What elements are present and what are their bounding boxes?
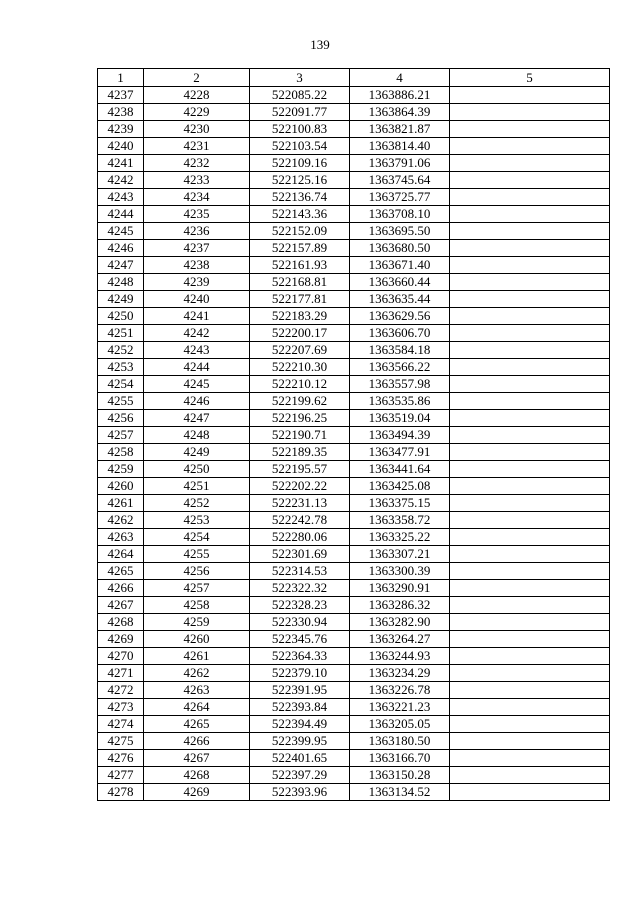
table-cell: 4251 (144, 478, 250, 495)
table-cell (450, 257, 610, 274)
table-cell (450, 665, 610, 682)
table-cell: 4253 (144, 512, 250, 529)
table-row (98, 87, 610, 104)
table-cell (450, 393, 610, 410)
table-cell: 4255 (98, 393, 144, 410)
table-cell: 1363660.44 (350, 274, 450, 291)
table-cell: 4228 (144, 87, 250, 104)
table-cell: 4243 (144, 342, 250, 359)
table-cell: 4237 (144, 240, 250, 257)
column-header: 4 (350, 69, 450, 87)
table-cell: 522379.10 (250, 665, 350, 682)
table-cell: 1363234.29 (350, 665, 450, 682)
table-cell: 4248 (98, 274, 144, 291)
table-row (98, 784, 610, 801)
table-cell (450, 699, 610, 716)
table-cell: 4278 (98, 784, 144, 801)
table-row (98, 291, 610, 308)
table-cell: 522328.23 (250, 597, 350, 614)
table-cell (450, 427, 610, 444)
table-cell: 522393.84 (250, 699, 350, 716)
table-cell: 1363864.39 (350, 104, 450, 121)
table-row (98, 155, 610, 172)
table-cell: 1363629.56 (350, 308, 450, 325)
table-cell (450, 529, 610, 546)
table-cell: 4254 (98, 376, 144, 393)
table-cell: 4246 (144, 393, 250, 410)
table-cell: 4256 (98, 410, 144, 427)
table-cell: 522280.06 (250, 529, 350, 546)
table-cell: 1363134.52 (350, 784, 450, 801)
table-cell: 522301.69 (250, 546, 350, 563)
table-row (98, 546, 610, 563)
table-cell: 4253 (98, 359, 144, 376)
table-cell: 4262 (144, 665, 250, 682)
table-cell: 4241 (144, 308, 250, 325)
table-cell: 1363821.87 (350, 121, 450, 138)
table-cell: 4260 (144, 631, 250, 648)
table-cell: 4240 (144, 291, 250, 308)
table-cell: 4230 (144, 121, 250, 138)
table-cell: 4276 (98, 750, 144, 767)
table-cell: 4242 (144, 325, 250, 342)
table-cell: 4237 (98, 87, 144, 104)
table-row (98, 699, 610, 716)
table-cell: 4270 (98, 648, 144, 665)
table-cell (450, 733, 610, 750)
table-row (98, 597, 610, 614)
table-cell: 4267 (144, 750, 250, 767)
table-row (98, 121, 610, 138)
table-cell (450, 104, 610, 121)
table-row (98, 240, 610, 257)
table-row (98, 563, 610, 580)
table-cell (450, 376, 610, 393)
table-row (98, 410, 610, 427)
table-row (98, 274, 610, 291)
table-cell: 1363282.90 (350, 614, 450, 631)
table-cell: 522394.49 (250, 716, 350, 733)
table-cell: 1363300.39 (350, 563, 450, 580)
table-cell: 1363226.78 (350, 682, 450, 699)
table-row (98, 172, 610, 189)
table-row (98, 342, 610, 359)
table-cell (450, 580, 610, 597)
table-cell: 4235 (144, 206, 250, 223)
column-header: 3 (250, 69, 350, 87)
table-cell: 4260 (98, 478, 144, 495)
table-cell: 1363886.21 (350, 87, 450, 104)
table-cell (450, 767, 610, 784)
table-row (98, 495, 610, 512)
table-cell: 522152.09 (250, 223, 350, 240)
table-cell: 4269 (98, 631, 144, 648)
table-row (98, 223, 610, 240)
table-cell: 4247 (144, 410, 250, 427)
table-cell: 4254 (144, 529, 250, 546)
table-cell: 4234 (144, 189, 250, 206)
table-cell: 1363791.06 (350, 155, 450, 172)
table-cell: 1363264.27 (350, 631, 450, 648)
table-row (98, 733, 610, 750)
table-cell (450, 359, 610, 376)
table-cell (450, 716, 610, 733)
table-cell: 522210.30 (250, 359, 350, 376)
table-cell: 4256 (144, 563, 250, 580)
table-cell (450, 750, 610, 767)
table-cell: 4249 (98, 291, 144, 308)
table-cell: 4264 (144, 699, 250, 716)
table-cell: 4238 (144, 257, 250, 274)
table-cell: 4232 (144, 155, 250, 172)
table-cell: 522330.94 (250, 614, 350, 631)
table-cell: 4250 (98, 308, 144, 325)
table-cell: 1363535.86 (350, 393, 450, 410)
table-cell: 4257 (144, 580, 250, 597)
table-cell: 4245 (144, 376, 250, 393)
table-cell: 4239 (144, 274, 250, 291)
table-cell: 1363180.50 (350, 733, 450, 750)
table-cell: 522157.89 (250, 240, 350, 257)
coordinates-table (97, 68, 610, 801)
table-cell: 4241 (98, 155, 144, 172)
table-cell: 522397.29 (250, 767, 350, 784)
table-cell (450, 546, 610, 563)
table-cell: 4236 (144, 223, 250, 240)
page-number: 139 (310, 37, 330, 52)
table-cell: 4249 (144, 444, 250, 461)
table-cell: 1363695.50 (350, 223, 450, 240)
table-cell: 522207.69 (250, 342, 350, 359)
table-cell: 4233 (144, 172, 250, 189)
table-cell: 1363671.40 (350, 257, 450, 274)
table-cell: 4266 (144, 733, 250, 750)
table-cell (450, 444, 610, 461)
table-row (98, 461, 610, 478)
table-cell (450, 325, 610, 342)
table-cell: 522399.95 (250, 733, 350, 750)
table-cell: 1363477.91 (350, 444, 450, 461)
table-cell: 4248 (144, 427, 250, 444)
table-cell: 1363680.50 (350, 240, 450, 257)
table-cell: 4257 (98, 427, 144, 444)
table-cell: 4246 (98, 240, 144, 257)
table-cell: 4244 (98, 206, 144, 223)
table-cell: 522103.54 (250, 138, 350, 155)
table-cell: 4268 (144, 767, 250, 784)
table-cell (450, 563, 610, 580)
table-cell: 522189.35 (250, 444, 350, 461)
table-cell: 4272 (98, 682, 144, 699)
table-row (98, 427, 610, 444)
table-cell (450, 614, 610, 631)
table-cell: 4261 (98, 495, 144, 512)
table-row (98, 648, 610, 665)
column-header: 5 (450, 69, 610, 87)
table-cell: 522401.65 (250, 750, 350, 767)
table-row (98, 529, 610, 546)
table-cell: 1363745.64 (350, 172, 450, 189)
table-body (98, 87, 610, 801)
table-cell: 1363166.70 (350, 750, 450, 767)
table-row (98, 359, 610, 376)
table-cell: 4262 (98, 512, 144, 529)
table-cell (450, 121, 610, 138)
table-row (98, 444, 610, 461)
table-row (98, 665, 610, 682)
table-cell: 4231 (144, 138, 250, 155)
table-cell: 522231.13 (250, 495, 350, 512)
table-cell: 4259 (98, 461, 144, 478)
table-cell (450, 138, 610, 155)
table-cell: 522200.17 (250, 325, 350, 342)
table-cell: 4245 (98, 223, 144, 240)
table-row (98, 189, 610, 206)
table-row (98, 257, 610, 274)
table-cell: 1363325.22 (350, 529, 450, 546)
table-cell: 4277 (98, 767, 144, 784)
table-cell: 4264 (98, 546, 144, 563)
table-cell: 1363221.23 (350, 699, 450, 716)
table-cell (450, 223, 610, 240)
table-cell: 4255 (144, 546, 250, 563)
table-cell: 4269 (144, 784, 250, 801)
table-header-row (98, 69, 610, 87)
table-cell: 4247 (98, 257, 144, 274)
column-header: 1 (98, 69, 144, 87)
table-row (98, 308, 610, 325)
table-cell: 522364.33 (250, 648, 350, 665)
table-cell: 4242 (98, 172, 144, 189)
table-cell (450, 495, 610, 512)
table-cell: 4275 (98, 733, 144, 750)
table-cell: 4265 (144, 716, 250, 733)
table-cell: 522210.12 (250, 376, 350, 393)
table-cell: 4229 (144, 104, 250, 121)
table-cell: 522391.95 (250, 682, 350, 699)
table-cell: 1363441.64 (350, 461, 450, 478)
table-row (98, 138, 610, 155)
table-cell: 1363205.05 (350, 716, 450, 733)
table-cell: 4244 (144, 359, 250, 376)
table-cell: 522091.77 (250, 104, 350, 121)
table-cell: 522196.25 (250, 410, 350, 427)
table-cell: 1363358.72 (350, 512, 450, 529)
table-cell: 522143.36 (250, 206, 350, 223)
table-cell: 1363606.70 (350, 325, 450, 342)
table-cell: 4240 (98, 138, 144, 155)
table-cell: 4252 (144, 495, 250, 512)
table-cell: 522168.81 (250, 274, 350, 291)
table-cell (450, 478, 610, 495)
table-cell: 1363519.04 (350, 410, 450, 427)
table-cell: 4251 (98, 325, 144, 342)
table-cell: 1363307.21 (350, 546, 450, 563)
table-cell: 522345.76 (250, 631, 350, 648)
table-cell: 4258 (98, 444, 144, 461)
table-cell: 522322.32 (250, 580, 350, 597)
table-cell: 1363557.98 (350, 376, 450, 393)
table-cell (450, 155, 610, 172)
table-cell (450, 87, 610, 104)
table-cell: 1363244.93 (350, 648, 450, 665)
table-cell (450, 240, 610, 257)
table-cell: 522085.22 (250, 87, 350, 104)
table-cell: 1363708.10 (350, 206, 450, 223)
table-row (98, 614, 610, 631)
table-cell: 1363814.40 (350, 138, 450, 155)
table-cell: 522109.16 (250, 155, 350, 172)
table-cell: 4267 (98, 597, 144, 614)
table-cell: 4263 (144, 682, 250, 699)
table-row (98, 376, 610, 393)
table-cell (450, 512, 610, 529)
table-cell: 522314.53 (250, 563, 350, 580)
table-cell: 4238 (98, 104, 144, 121)
table-cell: 522125.16 (250, 172, 350, 189)
table-cell (450, 682, 610, 699)
table-cell: 522202.22 (250, 478, 350, 495)
table-cell (450, 631, 610, 648)
table-cell: 1363635.44 (350, 291, 450, 308)
table-cell (450, 648, 610, 665)
table-row (98, 767, 610, 784)
table-cell: 1363150.28 (350, 767, 450, 784)
table-cell: 522183.29 (250, 308, 350, 325)
table-cell: 4252 (98, 342, 144, 359)
table-cell: 1363286.32 (350, 597, 450, 614)
table-row (98, 325, 610, 342)
table-cell: 4263 (98, 529, 144, 546)
table-row (98, 716, 610, 733)
table-cell: 1363725.77 (350, 189, 450, 206)
table-row (98, 580, 610, 597)
table-cell: 4250 (144, 461, 250, 478)
table-cell (450, 274, 610, 291)
table-cell: 1363494.39 (350, 427, 450, 444)
table-cell (450, 291, 610, 308)
table-cell: 522242.78 (250, 512, 350, 529)
table-cell: 522393.96 (250, 784, 350, 801)
table-row (98, 478, 610, 495)
table-cell: 522199.62 (250, 393, 350, 410)
table-cell (450, 342, 610, 359)
table-cell: 1363584.18 (350, 342, 450, 359)
table-cell (450, 784, 610, 801)
table-cell: 522100.83 (250, 121, 350, 138)
table-cell: 4273 (98, 699, 144, 716)
table-cell: 4271 (98, 665, 144, 682)
table-cell: 4259 (144, 614, 250, 631)
table-cell: 4274 (98, 716, 144, 733)
column-header: 2 (144, 69, 250, 87)
table-cell: 522177.81 (250, 291, 350, 308)
table-cell: 1363425.08 (350, 478, 450, 495)
table-cell (450, 308, 610, 325)
table-cell: 4239 (98, 121, 144, 138)
table-cell: 4265 (98, 563, 144, 580)
table-row (98, 206, 610, 223)
table-row (98, 750, 610, 767)
table-cell: 522195.57 (250, 461, 350, 478)
table-cell: 4266 (98, 580, 144, 597)
table-cell: 1363375.15 (350, 495, 450, 512)
table-row (98, 682, 610, 699)
table-cell: 4258 (144, 597, 250, 614)
table-cell: 1363290.91 (350, 580, 450, 597)
table-cell (450, 461, 610, 478)
table-row (98, 631, 610, 648)
table-row (98, 104, 610, 121)
table-cell (450, 410, 610, 427)
table-cell (450, 597, 610, 614)
table-cell: 4261 (144, 648, 250, 665)
table-cell: 522190.71 (250, 427, 350, 444)
table-row (98, 512, 610, 529)
table-cell: 522136.74 (250, 189, 350, 206)
table-cell: 522161.93 (250, 257, 350, 274)
table-cell (450, 189, 610, 206)
table-cell: 1363566.22 (350, 359, 450, 376)
table-cell (450, 206, 610, 223)
table-cell (450, 172, 610, 189)
table-row (98, 393, 610, 410)
table-cell: 4243 (98, 189, 144, 206)
table-cell: 4268 (98, 614, 144, 631)
